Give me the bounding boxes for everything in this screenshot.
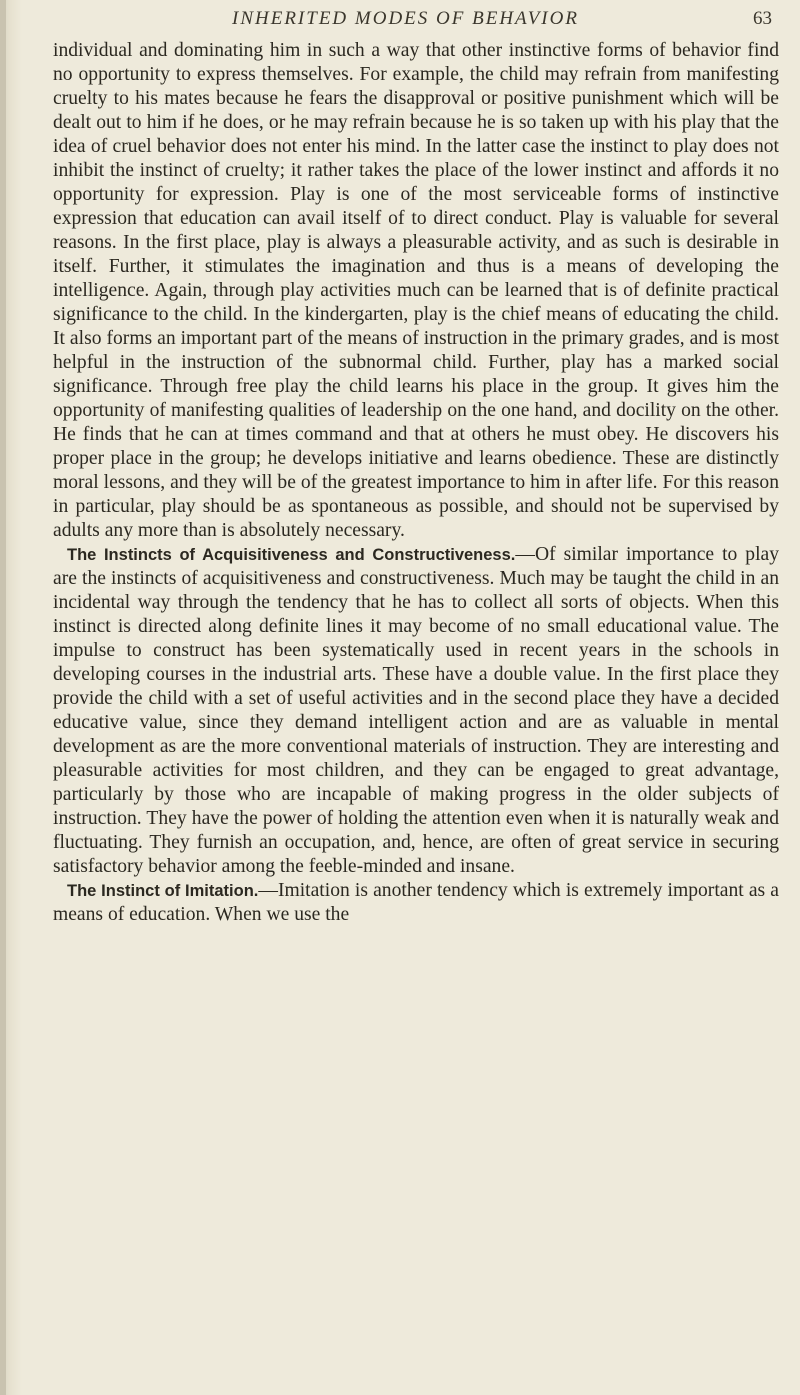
paragraph-text: —Imitation is another tendency which is extremely important as a means of education. When we use the — [53, 880, 779, 925]
page-spine-shadow — [0, 0, 6, 1395]
body-text — [53, 39, 779, 927]
section-heading-acquisitiveness: The Instincts of Acquisitiveness and Constructiveness. — [67, 546, 516, 564]
paragraph — [53, 39, 779, 543]
paragraph — [53, 879, 779, 927]
paragraph — [53, 543, 779, 879]
page-number: 63 — [753, 8, 772, 29]
paragraph-text: individual and dominating him in such a way that other instinctive forms of behavior find no opportunity to express themselves. For example, the child may refrain from manifesting cruelty to his mates because he fears the disapproval or positive punishment which will be dealt out to him if he does, or he may refrain because he is so taken up with his play that the idea of cruel behavior does not enter his mind. In the latter case the instinct to play does not inhibit the instinct of cruelty; it rather takes the place of the lower instinct and affords it no opportunity for expression. Play is one of the most serviceable forms of instinctive expression that education can avail itself of to direct conduct. Play is valuable for several reasons. In the first place, play is always a pleasurable activity, and as such is desirable in itself. Further, it stimulates the imagination and thus is a means of developing the intelligence. Again, through play activities much can be learned that is of definite practical significance to the child. In the kindergarten, play is the chief means of educating the child. It also forms an important part of the means of instruction in the primary grades, and is most helpful in the instruction of the subnormal child. Further, play has a marked social significance. Through free play the child learns his place in the group. It gives him the opportunity of manifesting qualities of leadership on the one hand, and docility on the other. He finds that he can at times command and that at others he must obey. He discovers his proper place in the group; he develops initiative and learns obedience. These are distinctly moral lessons, and they will be of the greatest importance to him in after life. For this reason in particular, play should be as spontaneous as possible, and should not be supervised by adults any more than is absolutely necessary. — [53, 40, 779, 541]
page-header — [0, 8, 800, 36]
section-heading-imitation: The Instinct of Imitation. — [67, 882, 259, 900]
paragraph-text: —Of similar importance to play are the instincts of acquisitiveness and constructiveness. Much may be taught the child in an incidental way through the tendency that he has to collect all sorts of objects. When this instinct is directed along definite lines it may become of no small educational value. The impulse to construct has been systematically used in recent years in the schools in developing courses in the industrial arts. These have a double value. In the first place they provide the child with a set of useful activities and in the second place they have a decided educative value, since they demand intelligent action and are as valuable in mental development as are the more conventional materials of instruction. They are interesting and pleasurable activities for most children, and they can be engaged to great advantage, particularly by those who are incapable of making progress in the older subjects of instruction. They have the power of holding the attention even when it is naturally weak and fluctuating. They furnish an occupation, and, hence, are often of great service in securing satisfactory behavior among the feeble-minded and insane. — [53, 544, 780, 877]
running-head: INHERITED MODES OF BEHAVIOR — [232, 8, 579, 29]
